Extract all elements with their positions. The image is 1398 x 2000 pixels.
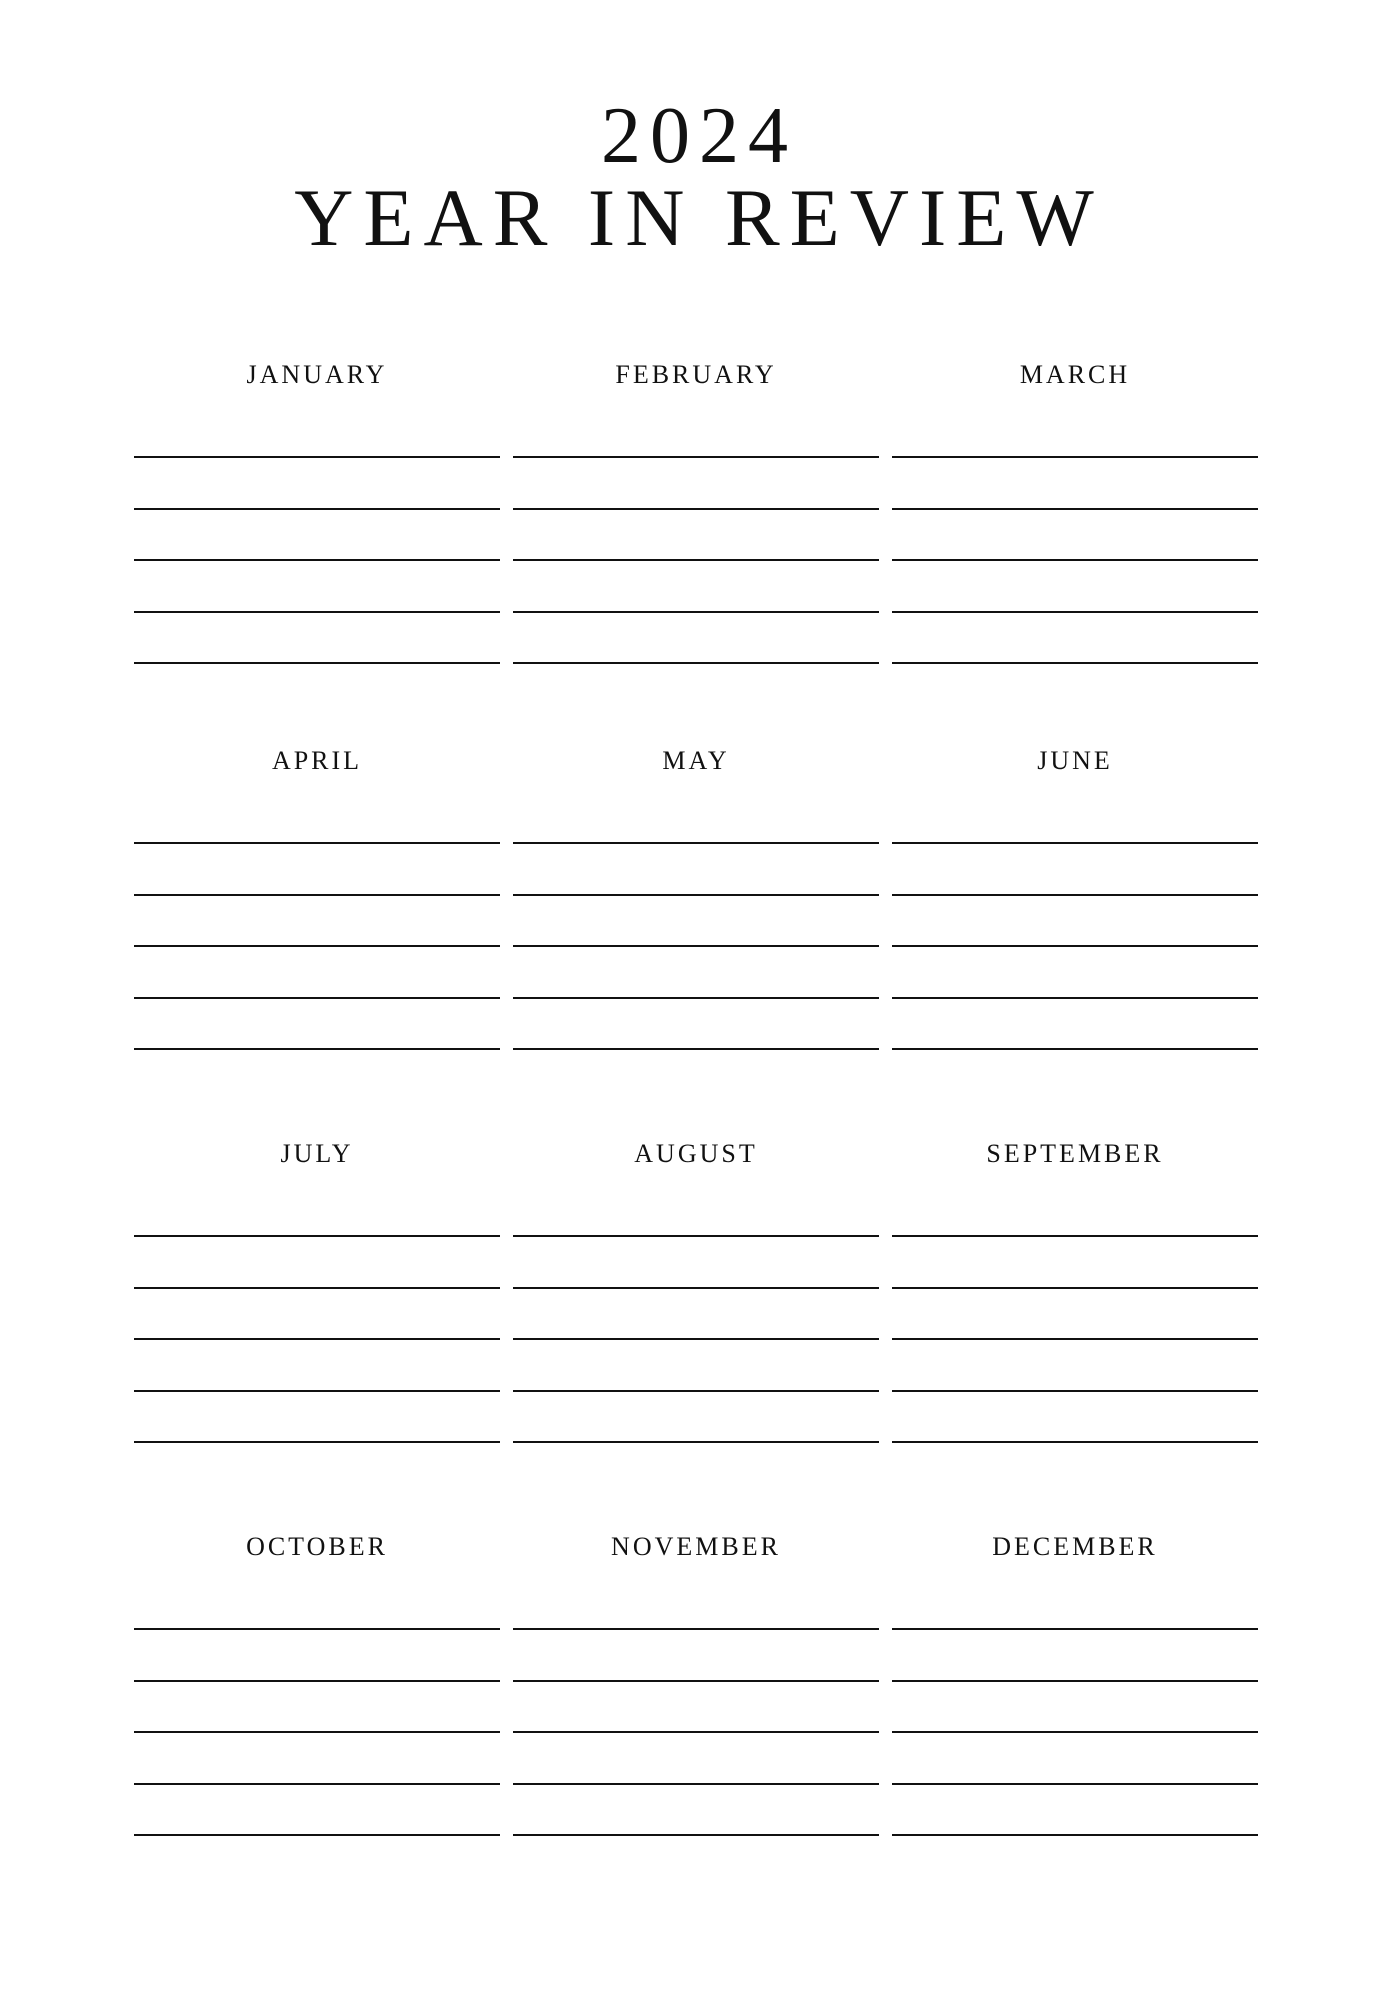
writing-line[interactable] xyxy=(513,1628,879,1630)
writing-line[interactable] xyxy=(134,997,500,999)
month-block-february xyxy=(513,360,879,666)
month-label: JULY xyxy=(280,1139,354,1168)
writing-line[interactable] xyxy=(892,945,1258,947)
writing-line[interactable] xyxy=(134,1048,500,1050)
month-label: AUGUST xyxy=(634,1139,758,1168)
writing-line[interactable] xyxy=(134,611,500,613)
writing-line[interactable] xyxy=(892,842,1258,844)
writing-line[interactable] xyxy=(892,662,1258,664)
month-label: SEPTEMBER xyxy=(986,1139,1164,1168)
writing-line[interactable] xyxy=(134,1287,500,1289)
writing-line[interactable] xyxy=(513,1783,879,1785)
writing-line[interactable] xyxy=(892,997,1258,999)
writing-line[interactable] xyxy=(134,1628,500,1630)
month-block-january xyxy=(134,360,500,666)
writing-line[interactable] xyxy=(513,1731,879,1733)
writing-line[interactable] xyxy=(513,1441,879,1443)
month-block-december xyxy=(892,1532,1258,1838)
writing-line[interactable] xyxy=(513,559,879,561)
writing-line[interactable] xyxy=(513,1338,879,1340)
writing-line[interactable] xyxy=(892,1441,1258,1443)
writing-line[interactable] xyxy=(513,1834,879,1836)
writing-line[interactable] xyxy=(134,508,500,510)
month-label: JANUARY xyxy=(246,360,388,389)
writing-line[interactable] xyxy=(513,842,879,844)
writing-line[interactable] xyxy=(892,1783,1258,1785)
writing-line[interactable] xyxy=(513,1287,879,1289)
month-label: JUNE xyxy=(1037,746,1113,775)
month-block-november xyxy=(513,1532,879,1838)
writing-line[interactable] xyxy=(134,1338,500,1340)
month-label: MAY xyxy=(662,746,730,775)
writing-line[interactable] xyxy=(513,1390,879,1392)
writing-line[interactable] xyxy=(513,662,879,664)
writing-line[interactable] xyxy=(892,611,1258,613)
month-label: APRIL xyxy=(271,746,363,775)
writing-line[interactable] xyxy=(134,945,500,947)
writing-line[interactable] xyxy=(892,1048,1258,1050)
page-title: YEAR IN REVIEW xyxy=(294,172,1104,263)
writing-line[interactable] xyxy=(513,508,879,510)
page-year: 2024 xyxy=(601,92,797,180)
writing-line[interactable] xyxy=(134,662,500,664)
writing-line[interactable] xyxy=(892,1628,1258,1630)
writing-line[interactable] xyxy=(513,945,879,947)
writing-line[interactable] xyxy=(892,1834,1258,1836)
writing-line[interactable] xyxy=(134,1441,500,1443)
month-block-april xyxy=(134,746,500,1052)
month-block-october xyxy=(134,1532,500,1838)
month-block-august xyxy=(513,1139,879,1445)
writing-line[interactable] xyxy=(134,1680,500,1682)
month-block-september xyxy=(892,1139,1258,1445)
writing-line[interactable] xyxy=(134,1834,500,1836)
writing-line[interactable] xyxy=(513,997,879,999)
writing-line[interactable] xyxy=(134,842,500,844)
writing-line[interactable] xyxy=(892,1390,1258,1392)
writing-line[interactable] xyxy=(513,611,879,613)
month-block-may xyxy=(513,746,879,1052)
month-label: DECEMBER xyxy=(992,1532,1158,1561)
writing-line[interactable] xyxy=(892,1235,1258,1237)
writing-line[interactable] xyxy=(513,894,879,896)
writing-line[interactable] xyxy=(892,456,1258,458)
writing-line[interactable] xyxy=(134,1390,500,1392)
writing-line[interactable] xyxy=(892,1338,1258,1340)
writing-line[interactable] xyxy=(892,894,1258,896)
writing-line[interactable] xyxy=(892,1731,1258,1733)
writing-line[interactable] xyxy=(134,456,500,458)
month-label: MARCH xyxy=(1019,360,1131,389)
writing-line[interactable] xyxy=(513,456,879,458)
writing-line[interactable] xyxy=(134,1731,500,1733)
writing-line[interactable] xyxy=(513,1235,879,1237)
writing-line[interactable] xyxy=(892,559,1258,561)
month-block-june xyxy=(892,746,1258,1052)
writing-line[interactable] xyxy=(134,1235,500,1237)
writing-line[interactable] xyxy=(892,1680,1258,1682)
month-label: FEBRUARY xyxy=(615,360,777,389)
month-block-march xyxy=(892,360,1258,666)
writing-line[interactable] xyxy=(892,508,1258,510)
writing-line[interactable] xyxy=(134,1783,500,1785)
writing-line[interactable] xyxy=(513,1680,879,1682)
writing-line[interactable] xyxy=(513,1048,879,1050)
month-label: OCTOBER xyxy=(246,1532,388,1561)
writing-line[interactable] xyxy=(134,559,500,561)
month-label: NOVEMBER xyxy=(611,1532,781,1561)
writing-line[interactable] xyxy=(892,1287,1258,1289)
writing-line[interactable] xyxy=(134,894,500,896)
month-block-july xyxy=(134,1139,500,1445)
